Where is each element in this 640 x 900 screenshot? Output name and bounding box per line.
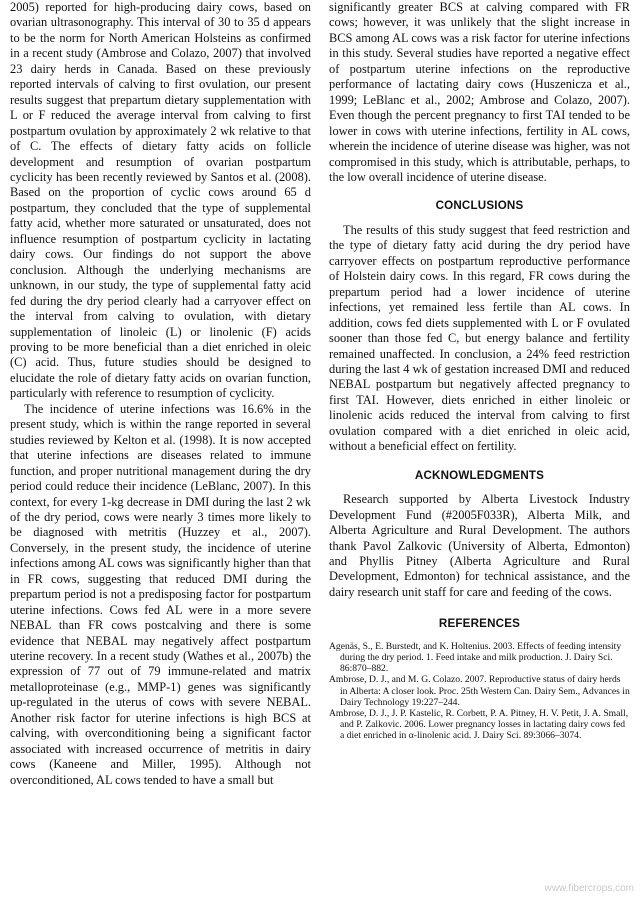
reference-item: Agenäs, S., E. Burstedt, and K. Holtenius. 2003. Effects of feeding intensity during the dry period. 1. Feed intake and milk production. J. Dairy Sci. 86:870–882.	[329, 640, 622, 675]
references-heading: REFERENCES	[438, 617, 521, 631]
discussion-paragraph-ovulation: 2005) reported for high-producing dairy cows, based on ovarian ultrasonography. This interval of 30 to 35 d appears to be the norm for North American Holsteins as confirmed in a recent study (Ambrose and Colazo, 2007) that involved 23 dairy herds in Canada. Based on these previously reported intervals of calving to first ovulation, our present results suggest that prepartum dietary supplementation with L or F reduced the average interval from calving to first postpartum ovulation by approximately 2 wk relative to that of C. The effects of dietary fatty acids on follicle development and resumption of ovarian postpartum cyclicity has been recently reviewed by Santos et al. (2008). Based on the proportion of cyclic cows around 65 d postpartum, they concluded that the type of supplemental fatty acid, whether more saturated or unsaturated, does not influence resumption of postpartum cyclicity in lactating dairy cows. Our findings do not support the above conclusion. Although the underlying mechanisms are unknown, in our study, the type of supplemental fatty acid fed during the dry period clearly had a carryover effect on the interval from calving to ovulation, with dietary supplementation of linoleic (L) or linolenic (F) acids proving to be more beneficial than a diet enriched in oleic (C) acid. Thus, future studies should be designed to elucidate the role of dietary fatty acids on ovarian function, particularly with reference to resumption of cyclicity.	[10, 0, 311, 401]
right-column	[329, 0, 630, 742]
reference-item: Ambrose, D. J., J. P. Kastelic, R. Corbett, P. A. Pitney, H. V. Petit, J. A. Small, and P. Zalkovic. 2006. Lower pregnancy losses in lactating dairy cows fed a diet enriched in α-linolenic acid. J. Dairy Sci. 89:3066–3074.	[329, 707, 629, 742]
acknowledgments-paragraph: Research supported by Alberta Livestock Industry Development Fund (#2005F033R), Alberta Milk, and Alberta Agriculture and Rural Development. The authors thank Pavol Zalkovic (University of Alberta, Edmonton) and Phyllis Pitney (Alberta Agriculture and Rural Development, Edmonton) for technical assistance, and the dairy research unit staff for care and feeding of the cows.	[329, 492, 630, 599]
discussion-paragraph-bcs: significantly greater BCS at calving compared with FR cows; however, it was unlikely that the slight increase in BCS among AL cows was a risk factor for uterine infections in this study. Several studies have reported a negative effect of postpartum uterine infections on the reproductive performance of lactating dairy cows (Huszenicza et al., 1999; LeBlanc et al., 2002; Ambrose and Colazo, 2007). Even though the percent pregnancy to first TAI tended to be lower in cows with uterine infections, fertility in AL cows, wherein the incidence of uterine disease was higher, was not compromised in this study, which is attributable, perhaps, to the low overall incidence of uterine disease.	[329, 0, 630, 184]
acknowledgments-heading: ACKNOWLEDGMENTS	[414, 468, 545, 482]
references-list	[329, 641, 630, 742]
conclusions-heading: CONCLUSIONS	[435, 199, 524, 213]
conclusions-paragraph: The results of this study suggest that feed restriction and the type of dietary fatty acid during the dry period have carryover effects on postpartum reproductive performance of Holstein dairy cows. In this regard, FR cows during the prepartum period had a lower incidence of uterine infections, yet remained less fertile than AL cows. In addition, cows fed diets supplemented with L or F ovulated sooner than those fed C, but energy balance and fertility remained unaffected. In conclusion, a 24% feed restriction during the last 4 wk of gestation increased DMI and reduced NEBAL postpartum but negatively affected pregnancy to first TAI. However, diets enriched in either linoleic or linolenic acids reduced the interval from calving to first ovulation compared with a diet enriched in oleic acid, without a beneficial effect on fertility.	[329, 222, 630, 454]
discussion-paragraph-uterine-infections: The incidence of uterine infections was 16.6% in the present study, which is within the range reported in several studies reviewed by Kelton et al. (1998). It is now accepted that uterine infections are diseases related to immune function, and proper nutritional management during the dry period could reduce their incidence (LeBlanc, 2007). In this context, for every 1-kg decrease in DMI during the last 2 wk of the dry period, cows were nearly 3 times more likely to be diagnosed with metritis (Huzzey et al., 2007). Conversely, in the present study, the incidence of uterine infections among AL cows was significantly higher than that in FR cows, suggesting that reduced DMI during the prepartum period is not a predisposing factor for postpartum uterine infections. Cows fed AL were in a more severe NEBAL than FR cows postcalving and there is some evidence that NEBAL may negatively affect postpartum uterine recovery. In a recent study (Wathes et al., 2007b) the expression of 77 out of 79 immune-related and matrix metalloproteinase (e.g., MMP-1) genes was significantly up-regulated in the uterus of cows with severe NEBAL. Another risk factor for uterine infections is high BCS at calving, with overconditioning being a significant factor associated with increased occurrence of metritis in dairy cows (Kaneene and Miller, 1995). Although not overconditioned, AL cows tended to have a small but	[10, 401, 311, 787]
reference-item: Ambrose, D. J., and M. G. Colazo. 2007. Reproductive status of dairy herds in Alberta: A closer look. Proc. 25th Western Can. Dairy Sem., Advances in Dairy Technology 19:227–244.	[329, 674, 630, 708]
left-column	[10, 0, 311, 788]
watermark-text: www.fibercrops.com	[544, 883, 634, 894]
